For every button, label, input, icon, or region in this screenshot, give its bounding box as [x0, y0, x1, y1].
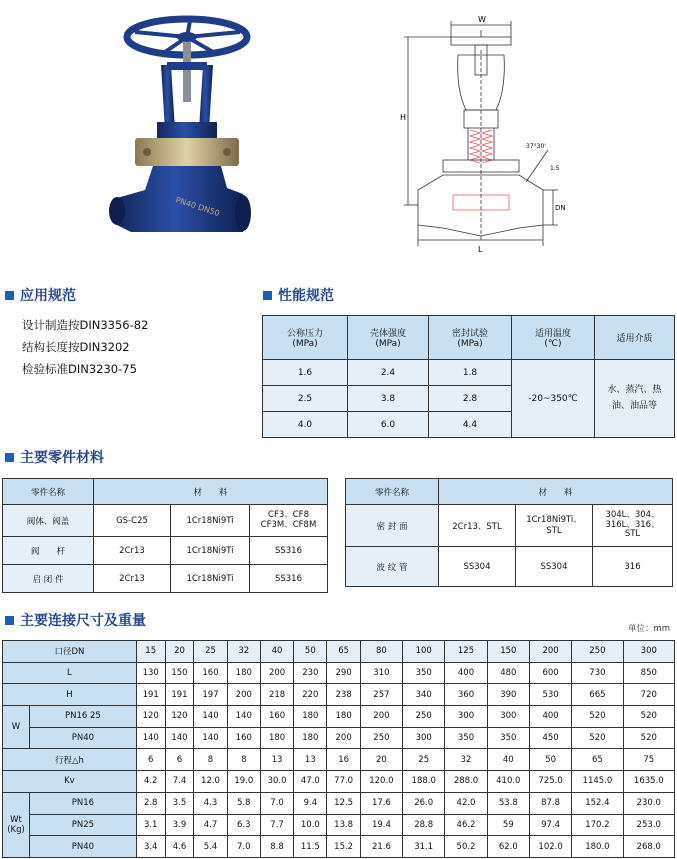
dn-value: 150	[487, 641, 529, 663]
mat-cell: SS316	[250, 565, 328, 593]
heading-application-text: 应用规范	[20, 288, 76, 304]
dn-value: 25	[194, 641, 227, 663]
dim-cell: 720	[623, 684, 674, 706]
dim-cell: 180.0	[572, 836, 623, 858]
mat-cell: 1Cr18Ni9Ti、 STL	[516, 505, 593, 547]
heading-dimensions	[5, 610, 146, 630]
valve-drawing	[398, 10, 573, 258]
dim-cell: 600	[529, 662, 571, 684]
heading-performance-text: 性能规范	[278, 288, 334, 304]
dim-cell: 120	[165, 706, 194, 728]
mat-cell: 316	[593, 547, 673, 587]
row-group-label: W	[3, 706, 30, 749]
dim-cell: 730	[572, 662, 623, 684]
dim-cell: 3.5	[165, 792, 194, 814]
dim-cell: 530	[529, 684, 571, 706]
dim-cell: 480	[487, 662, 529, 684]
dim-cell: 5.4	[194, 836, 227, 858]
dim-cell: 520	[623, 727, 674, 749]
dim-cell: 5.8	[227, 792, 260, 814]
row-group-label: Wt (Kg)	[3, 792, 30, 857]
row-label: Kv	[3, 771, 137, 793]
materials-table-right	[345, 478, 673, 587]
row-label: PN25	[30, 814, 137, 836]
dim-cell: 7.0	[260, 792, 293, 814]
dim-15-label: 1.5	[550, 165, 560, 172]
dim-cell: 4.7	[194, 814, 227, 836]
dimension-table	[2, 640, 675, 858]
row-label: 行程△h	[3, 749, 137, 771]
dim-cell: 350	[445, 727, 487, 749]
perf-cell: 1.8	[429, 360, 512, 386]
perf-header-pressure: 公称压力 (MPa)	[263, 316, 348, 360]
perf-cell: 6.0	[348, 412, 429, 438]
dim-cell: 120	[136, 706, 165, 728]
dim-cell: 170.2	[572, 814, 623, 836]
dim-cell: 13	[260, 749, 293, 771]
dim-cell: 62.0	[487, 836, 529, 858]
dim-cell: 160	[194, 662, 227, 684]
dim-cell: 152.4	[572, 792, 623, 814]
dim-cell: 6	[136, 749, 165, 771]
dim-cell: 160	[227, 727, 260, 749]
mat-part-name: 阀 杆	[3, 537, 94, 565]
application-line-3: 检验标准DIN3230-75	[22, 362, 137, 376]
perf-header-medium: 适用介质	[595, 316, 675, 360]
dim-cell: 200	[360, 706, 402, 728]
dim-h-label: H	[400, 113, 407, 122]
mat-cell: 2Cr13	[94, 537, 171, 565]
dim-cell: 26.0	[403, 792, 445, 814]
dn-value: 125	[445, 641, 487, 663]
perf-cell: 2.8	[429, 386, 512, 412]
dn-value: 80	[360, 641, 402, 663]
dim-cell: 3.9	[165, 814, 194, 836]
dim-cell: 30.0	[260, 771, 293, 793]
dim-cell: 180	[227, 662, 260, 684]
dim-cell: 180	[294, 706, 327, 728]
dim-cell: 25	[403, 749, 445, 771]
dim-cell: 7.7	[260, 814, 293, 836]
application-line-1: 设计制造按DIN3356-82	[22, 318, 149, 332]
mat-cell: 1Cr18Ni9Ti	[171, 505, 250, 537]
mat-cell: 2Cr13	[94, 565, 171, 593]
mat-cell: GS-C25	[94, 505, 171, 537]
dn-value: 100	[403, 641, 445, 663]
dim-cell: 2.8	[136, 792, 165, 814]
dim-cell: 290	[327, 662, 360, 684]
perf-cell: 2.4	[348, 360, 429, 386]
dim-cell: 250	[360, 727, 402, 749]
table-row	[3, 771, 675, 793]
heading-performance	[263, 285, 334, 305]
dim-dn-label: DN	[555, 204, 566, 212]
dim-cell: 1635.0	[623, 771, 674, 793]
dim-cell: 400	[529, 706, 571, 728]
dim-cell: 1145.0	[572, 771, 623, 793]
dim-cell: 850	[623, 662, 674, 684]
dim-cell: 218	[260, 684, 293, 706]
dim-cell: 6.3	[227, 814, 260, 836]
dim-cell: 47.0	[294, 771, 327, 793]
dim-cell: 19.4	[360, 814, 402, 836]
dim-cell: 300	[445, 706, 487, 728]
dim-cell: 390	[487, 684, 529, 706]
mat-cell: 2Cr13、STL	[439, 505, 516, 547]
dim-cell: 520	[572, 706, 623, 728]
dn-value: 300	[623, 641, 674, 663]
dim-cell: 140	[194, 727, 227, 749]
dim-cell: 3.4	[136, 836, 165, 858]
perf-header-seal: 密封试验 (MPa)	[429, 316, 512, 360]
dim-cell: 10.0	[294, 814, 327, 836]
dn-label: 口径DN	[3, 641, 137, 663]
dim-cell: 4.6	[165, 836, 194, 858]
dn-value: 32	[227, 641, 260, 663]
dim-cell: 7.0	[227, 836, 260, 858]
dim-cell: 350	[403, 662, 445, 684]
bullet-square-icon	[5, 291, 14, 300]
mat-part-name: 阀体、阀盖	[3, 505, 94, 537]
table-row	[3, 792, 675, 814]
dim-cell: 200	[227, 684, 260, 706]
dim-cell: 65	[572, 749, 623, 771]
dim-cell: 360	[445, 684, 487, 706]
dim-cell: 191	[165, 684, 194, 706]
dim-cell: 300	[487, 706, 529, 728]
dim-cell: 59	[487, 814, 529, 836]
dim-cell: 3.1	[136, 814, 165, 836]
dim-cell: 40	[487, 749, 529, 771]
mat-cell: CF3、CF8 CF3M、CF8M	[250, 505, 328, 537]
bullet-square-icon	[5, 616, 14, 625]
table-row	[3, 641, 675, 663]
valve-cast-marking: PN40 DN50	[174, 195, 221, 219]
dim-cell: 42.0	[445, 792, 487, 814]
dim-cell: 102.0	[529, 836, 571, 858]
dim-cell: 7.4	[165, 771, 194, 793]
mat-header-part: 零件名称	[346, 479, 439, 505]
bullet-square-icon	[263, 291, 272, 300]
table-row	[3, 706, 675, 728]
dim-cell: 180	[294, 727, 327, 749]
angle-label: 37°30'	[526, 143, 546, 150]
row-label: PN40	[30, 836, 137, 858]
bullet-square-icon	[5, 453, 14, 462]
dim-cell: 220	[294, 684, 327, 706]
dim-cell: 9.4	[294, 792, 327, 814]
dn-value: 50	[294, 641, 327, 663]
table-row	[3, 684, 675, 706]
mat-part-name: 密 封 面	[346, 505, 439, 547]
dim-cell: 180	[260, 727, 293, 749]
dim-cell: 31.1	[403, 836, 445, 858]
perf-header-temp: 适用温度 (℃)	[512, 316, 595, 360]
dim-cell: 665	[572, 684, 623, 706]
dim-cell: 230.0	[623, 792, 674, 814]
dim-cell: 288.0	[445, 771, 487, 793]
perf-cell: 1.6	[263, 360, 348, 386]
heading-materials	[5, 447, 104, 467]
dim-cell: 350	[487, 727, 529, 749]
row-label: H	[3, 684, 137, 706]
dim-cell: 520	[572, 727, 623, 749]
dim-cell: 520	[623, 706, 674, 728]
dim-cell: 46.2	[445, 814, 487, 836]
dim-cell: 13	[294, 749, 327, 771]
mat-cell: SS304	[439, 547, 516, 587]
mat-cell: SS304	[516, 547, 593, 587]
perf-cell: 4.4	[429, 412, 512, 438]
dim-cell: 120.0	[360, 771, 402, 793]
dim-cell: 12.0	[194, 771, 227, 793]
dim-cell: 191	[136, 684, 165, 706]
dim-cell: 8	[227, 749, 260, 771]
dim-cell: 180	[327, 706, 360, 728]
perf-temperature: -20~350℃	[512, 360, 595, 438]
performance-table	[262, 315, 675, 438]
perf-medium: 水、蒸汽、热油、油品等	[595, 360, 675, 438]
dim-cell: 310	[360, 662, 402, 684]
dim-cell: 160	[260, 706, 293, 728]
row-label: PN16	[30, 792, 137, 814]
table-row	[3, 836, 675, 858]
mat-cell: 1Cr18Ni9Ti	[171, 537, 250, 565]
dim-cell: 410.0	[487, 771, 529, 793]
row-label: PN16 25	[30, 706, 137, 728]
dim-cell: 250	[403, 706, 445, 728]
dim-cell: 4.3	[194, 792, 227, 814]
row-label: L	[3, 662, 137, 684]
dim-cell: 200	[260, 662, 293, 684]
table-row	[3, 814, 675, 836]
dim-cell: 150	[165, 662, 194, 684]
dim-cell: 6	[165, 749, 194, 771]
dim-cell: 16	[327, 749, 360, 771]
dim-cell: 15.2	[327, 836, 360, 858]
mat-cell: 1Cr18Ni9Ti	[171, 565, 250, 593]
dim-w-label: W	[478, 15, 486, 24]
application-line-2: 结构长度按DIN3202	[22, 340, 130, 354]
mat-header-material: 材 料	[94, 479, 328, 505]
unit-label: 单位：mm	[628, 624, 671, 634]
table-row	[3, 749, 675, 771]
table-row	[3, 662, 675, 684]
dim-cell: 75	[623, 749, 674, 771]
dim-cell: 77.0	[327, 771, 360, 793]
dim-cell: 268.0	[623, 836, 674, 858]
dim-cell: 140	[165, 727, 194, 749]
mat-part-name: 波 纹 管	[346, 547, 439, 587]
dn-value: 40	[260, 641, 293, 663]
dim-cell: 200	[327, 727, 360, 749]
heading-application	[5, 285, 76, 305]
dim-cell: 340	[403, 684, 445, 706]
dim-cell: 28.8	[403, 814, 445, 836]
dn-value: 65	[327, 641, 360, 663]
dim-cell: 230	[294, 662, 327, 684]
dim-cell: 13.8	[327, 814, 360, 836]
dim-cell: 140	[136, 727, 165, 749]
dim-cell: 12.5	[327, 792, 360, 814]
mat-part-name: 启 闭 件	[3, 565, 94, 593]
dim-cell: 140	[227, 706, 260, 728]
mat-cell: 304L、304、 316L、316、 STL	[593, 505, 673, 547]
dim-cell: 17.6	[360, 792, 402, 814]
dim-cell: 87.8	[529, 792, 571, 814]
perf-cell: 2.5	[263, 386, 348, 412]
dim-cell: 8.8	[260, 836, 293, 858]
dim-cell: 50	[529, 749, 571, 771]
dim-cell: 257	[360, 684, 402, 706]
dim-cell: 8	[194, 749, 227, 771]
perf-cell: 3.8	[348, 386, 429, 412]
dim-cell: 253.0	[623, 814, 674, 836]
dn-value: 15	[136, 641, 165, 663]
materials-table-left	[2, 478, 328, 593]
dim-cell: 130	[136, 662, 165, 684]
table-row	[3, 727, 675, 749]
heading-materials-text: 主要零件材料	[20, 450, 104, 466]
dn-value: 200	[529, 641, 571, 663]
mat-header-material: 材 料	[439, 479, 673, 505]
row-label: PN40	[30, 727, 137, 749]
dim-cell: 725.0	[529, 771, 571, 793]
dim-cell: 140	[194, 706, 227, 728]
dim-cell: 97.4	[529, 814, 571, 836]
dim-cell: 188.0	[403, 771, 445, 793]
mat-header-part: 零件名称	[3, 479, 94, 505]
dim-cell: 53.8	[487, 792, 529, 814]
dim-cell: 21.6	[360, 836, 402, 858]
dim-l-label: L	[478, 245, 483, 254]
perf-header-strength: 壳体强度 (MPa)	[348, 316, 429, 360]
dim-cell: 4.2	[136, 771, 165, 793]
dim-cell: 32	[445, 749, 487, 771]
dim-cell: 20	[360, 749, 402, 771]
dim-cell: 197	[194, 684, 227, 706]
dim-cell: 400	[445, 662, 487, 684]
valve-photo	[95, 10, 295, 255]
dim-cell: 50.2	[445, 836, 487, 858]
perf-cell: 4.0	[263, 412, 348, 438]
dn-value: 20	[165, 641, 194, 663]
dim-cell: 300	[403, 727, 445, 749]
dim-cell: 238	[327, 684, 360, 706]
dim-cell: 450	[529, 727, 571, 749]
mat-cell: SS316	[250, 537, 328, 565]
dim-cell: 19.0	[227, 771, 260, 793]
dn-value: 250	[572, 641, 623, 663]
heading-dimensions-text: 主要连接尺寸及重量	[20, 613, 146, 629]
dim-cell: 11.5	[294, 836, 327, 858]
